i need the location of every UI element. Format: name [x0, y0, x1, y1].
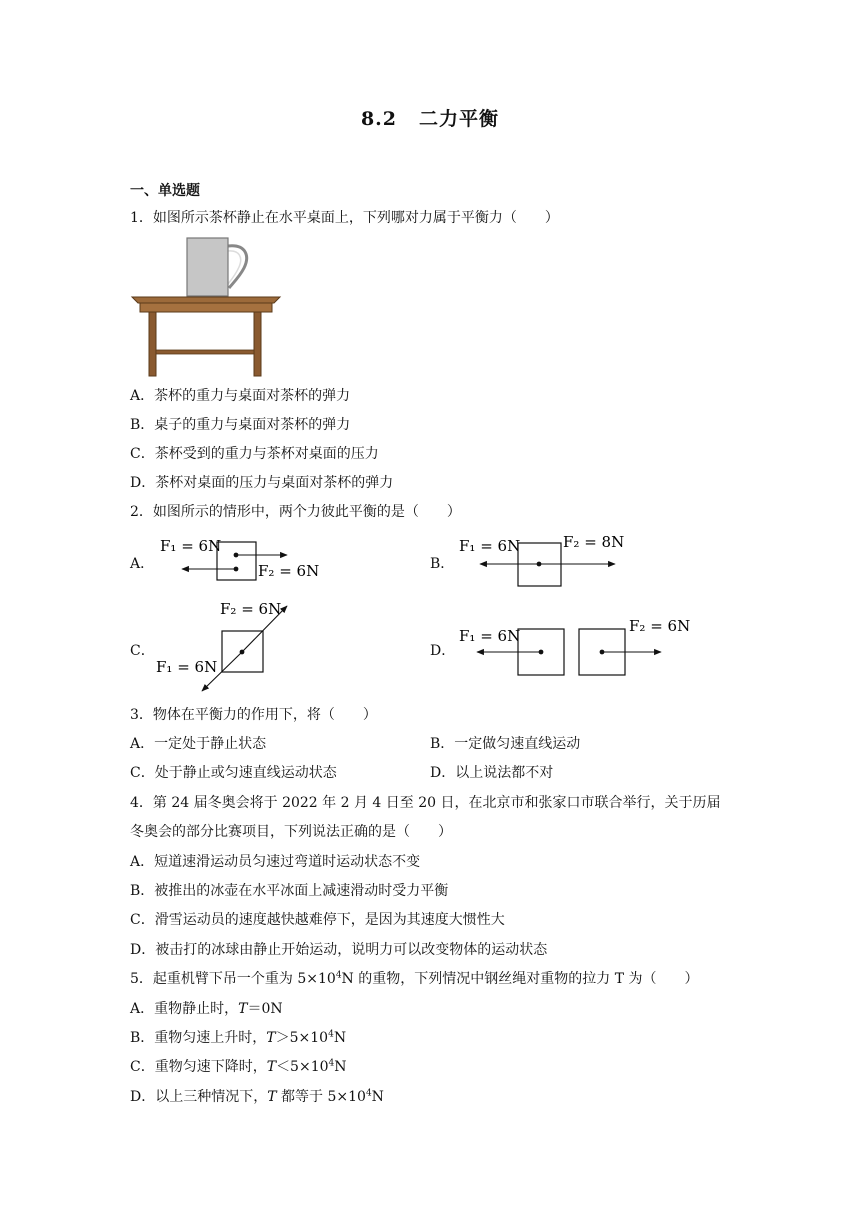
q3-option-b: B．一定做匀速直线运动	[430, 736, 581, 752]
q2-label-c: C．	[130, 643, 155, 659]
q3-stem: 3．物体在平衡力的作用下，将（ ）	[130, 707, 377, 723]
q2-stem: 2．如图所示的情形中，两个力彼此平衡的是（ ）	[130, 504, 461, 520]
q5-b-var: T	[266, 1030, 276, 1046]
q2-figure-c	[150, 598, 320, 698]
q1-stem: 1．如图所示茶杯静止在水平桌面上，下列哪对力属于平衡力（ ）	[130, 210, 559, 226]
q5-c-pre: C．重物匀速下降时，	[130, 1059, 267, 1075]
fig-a-f1-label: F₁ = 6N	[160, 537, 222, 555]
q5-option-b	[130, 1029, 346, 1047]
q5-option-a	[130, 1000, 283, 1018]
q5-d-exp: 4	[365, 1088, 372, 1099]
fig-d-f1-label: F₁ = 6N	[459, 627, 521, 645]
q5-c-var: T	[266, 1059, 277, 1075]
q5-c-unit: N	[334, 1059, 347, 1075]
q5-d-unit: N	[371, 1089, 384, 1105]
q5-c-exp: 4	[328, 1058, 335, 1069]
q5-b-exp: 4	[328, 1029, 334, 1040]
q1-option-d: D．茶杯对桌面的压力与桌面对茶杯的弹力	[130, 475, 394, 491]
title-number: 8.2	[360, 108, 398, 130]
q2-figure-b	[455, 532, 630, 590]
table-leg-right	[254, 312, 261, 376]
q5-option-d	[130, 1088, 384, 1106]
fig-a-box	[217, 542, 256, 580]
q3-option-a: A．一定处于静止状态	[130, 736, 267, 752]
q4-option-c: C．滑雪运动员的速度越快越难停下，是因为其速度大惯性大	[130, 912, 505, 928]
q5-c-post: ＜5×10	[276, 1059, 329, 1075]
fig-c-f1-label: F₁ = 6N	[156, 658, 218, 676]
teacup-table-figure	[128, 234, 284, 378]
q5-d-var: T	[267, 1089, 277, 1105]
table-stretcher	[156, 350, 254, 354]
q4-stem-line2: 冬奥会的部分比赛项目，下列说法正确的是（ ）	[130, 824, 452, 840]
section-heading: 一、单选题	[130, 183, 200, 199]
teacup	[187, 238, 228, 296]
q4-option-b: B．被推出的冰壶在水平冰面上减速滑动时受力平衡	[130, 883, 449, 899]
q1-option-c: C．茶杯受到的重力与茶杯对桌面的压力	[130, 446, 379, 462]
title-text: 二力平衡	[419, 108, 500, 130]
q1-option-a: A．茶杯的重力与桌面对茶杯的弹力	[130, 388, 351, 404]
q4-stem-line1: 4．第 24 届冬奥会将于 2022 年 2 月 4 日至 20 日，在北京市和张家口市联合举行，关于历届	[130, 795, 721, 811]
page-title	[0, 104, 860, 131]
fig-b-f1-label: F₁ = 6N	[459, 537, 521, 555]
q5-b-post: ＞5×10	[275, 1030, 329, 1046]
q5-a-var: T	[238, 1001, 248, 1017]
fig-d-f2-label: F₂ = 6N	[629, 617, 691, 635]
fig-a-f2-label: F₂ = 6N	[258, 562, 320, 580]
q2-figure-a	[150, 534, 320, 584]
q4-option-d: D．被击打的冰球由静止开始运动，说明力可以改变物体的运动状态	[130, 942, 548, 958]
table-top	[132, 297, 280, 303]
q3-option-c: C．处于静止或匀速直线运动状态	[130, 765, 337, 781]
q5-stem-pre: 5．起重机臂下吊一个重为 5×10	[130, 971, 336, 987]
q5-stem	[130, 970, 698, 988]
q5-b-pre: B．重物匀速上升时，	[130, 1030, 267, 1046]
q4-option-a: A．短道速滑运动员匀速过弯道时运动状态不变	[130, 854, 421, 870]
q5-stem-post: N 的重物，下列情况中钢丝绳对重物的拉力 T 为（ ）	[341, 971, 699, 987]
q5-a-post: ＝0N	[247, 1001, 283, 1017]
q5-d-post: 都等于 5×10	[276, 1089, 366, 1105]
q5-stem-exponent: 4	[335, 970, 342, 981]
q2-label-b: B．	[430, 556, 455, 572]
q2-label-d: D．	[430, 643, 456, 659]
q2-figure-d	[455, 614, 695, 680]
q5-d-pre: D．以上三种情况下，	[130, 1089, 268, 1105]
fig-c-f2-label: F₂ = 6N	[220, 600, 282, 618]
q3-option-d: D．以上说法都不对	[430, 765, 554, 781]
q2-label-a: A．	[130, 556, 155, 572]
table-leg-left	[149, 312, 156, 376]
q5-b-unit: N	[333, 1030, 347, 1046]
q1-option-b: B．桌子的重力与桌面对茶杯的弹力	[130, 417, 351, 433]
fig-b-f2-label: F₂ = 8N	[563, 533, 625, 551]
q5-a-pre: A．重物静止时，	[130, 1001, 239, 1017]
q5-option-c	[130, 1058, 347, 1076]
